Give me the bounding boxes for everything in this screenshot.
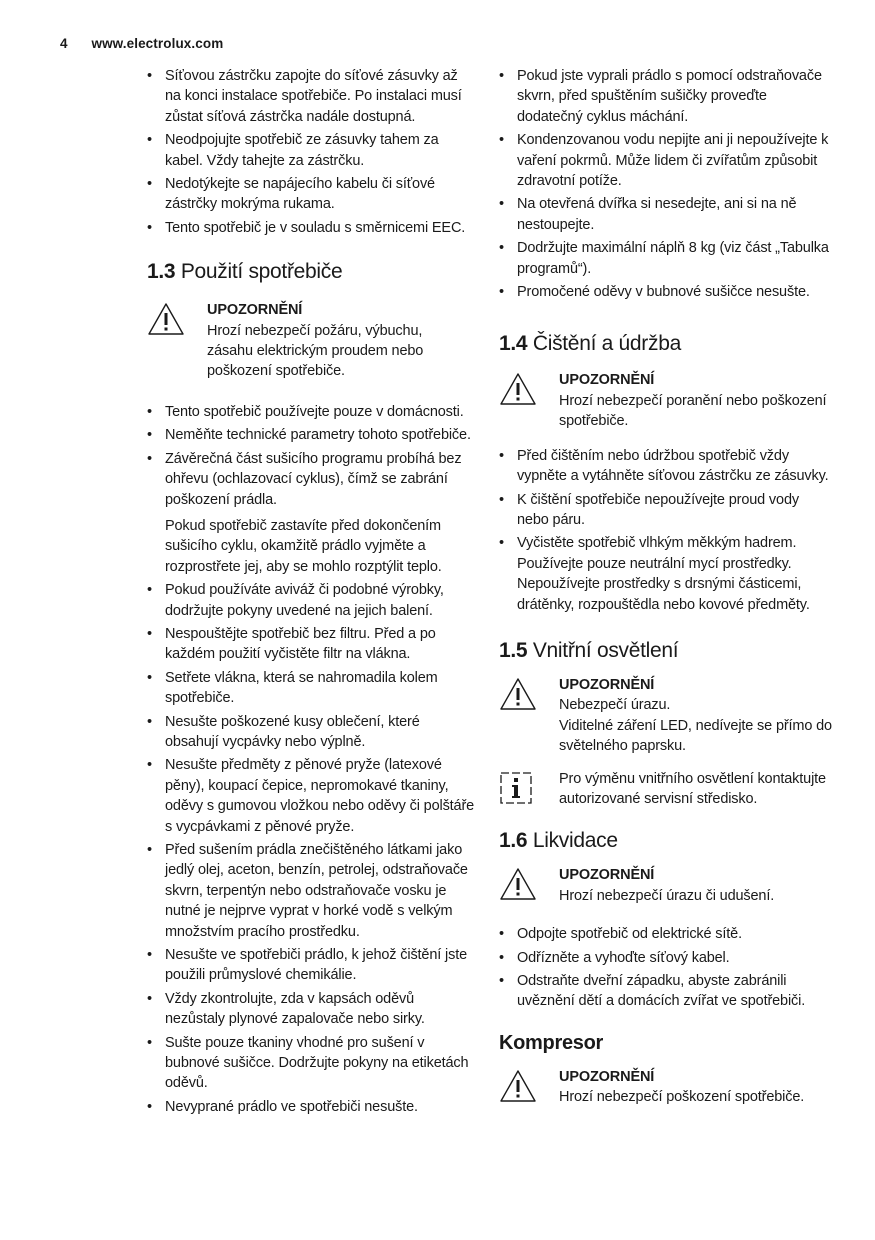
warning-label: UPOZORNĚNÍ	[207, 302, 303, 319]
list-item: • Sušte pouze tkaniny vhodné pro sušení v bubnové sušičce. Dodržujte pokyny na etiketách oděvů.	[147, 1033, 477, 1094]
section-number: 1.3	[147, 260, 176, 284]
section-title-1-6	[499, 829, 834, 853]
warning-text: Hrozí nebezpečí úrazu či udušení.	[559, 887, 775, 904]
list-item: • Neměňte technické parametry tohoto spotřebiče.	[147, 425, 477, 445]
list-item: • Vždy zkontrolujte, zda v kapsách oděvů nezůstaly plynové zapalovače nebo sirky.	[147, 989, 477, 1030]
warning-text: Hrozí nebezpečí poškození spotřebiče.	[559, 1089, 805, 1106]
list-item: • Nedotýkejte se napájecího kabelu či síťové zástrčky mokrýma rukama.	[147, 174, 477, 215]
warning-triangle-icon	[147, 302, 185, 336]
list-item: • Pokud jste vyprali prádlo s pomocí odstraňovače skvrn, před spuštěním sušičky proveďte dodatečný cyklus máchání.	[499, 66, 834, 127]
warning-box	[499, 370, 834, 431]
section-title-1-3	[147, 260, 477, 284]
left-column	[147, 66, 477, 1120]
section-number: 1.5	[499, 638, 528, 662]
warning-text: Hrozí nebezpečí požáru, výbuchu, zásahu elektrickým proudem nebo poškození spotřebiče.	[207, 322, 424, 380]
list-item: • Nesušte předměty z pěnové pryže (latexové pěny), koupací čepice, nepromokavé tkaniny, oděvy s gumovou vložkou nebo oděvy či polštáře s vycpávkami z pěnové pryže.	[147, 755, 477, 837]
list-item: • Nespouštějte spotřebič bez filtru. Před a po každém použití vyčistěte filtr na vlákna.	[147, 624, 477, 665]
list-item: • Závěrečná část sušicího programu probíhá bez ohřevu (ochlazovací cyklus), čímž se zabrání poškození prádla.	[147, 449, 477, 510]
section-title-kompresor: Kompresor	[499, 1031, 603, 1054]
warning-label: UPOZORNĚNÍ	[559, 1068, 655, 1085]
warning-label: UPOZORNĚNÍ	[559, 372, 655, 389]
warning-triangle-icon	[499, 1069, 537, 1103]
warning-box	[499, 865, 834, 906]
warning-triangle-icon	[499, 677, 537, 711]
info-box	[499, 769, 834, 810]
section-number: 1.6	[499, 829, 528, 853]
warning-text: Hrozí nebezpečí poranění nebo poškození spotřebiče.	[559, 392, 827, 430]
section-title-1-5	[499, 639, 834, 663]
warning-text: Viditelné záření LED, nedívejte se přímo do světelného paprsku.	[559, 717, 832, 755]
list-item: • Odstraňte dveřní západku, abyste zabránili uvěznění dětí a domácích zvířat ve spotřebiči.	[499, 971, 834, 1012]
section-number: 1.4	[499, 332, 528, 356]
list-item: • Vyčistěte spotřebič vlhkým měkkým hadrem. Používejte pouze neutrální mycí prostředky. Nepoužívejte prostředky s drsnými částicemi, drátěnky, rozpouštědla nebo kovové předměty.	[499, 533, 834, 615]
list-item: • Na otevřená dvířka si nesedejte, ani si na ně nestoupejte.	[499, 194, 834, 235]
list-item: • Síťovou zástrčku zapojte do síťové zásuvky až na konci instalace spotřebiče. Po instalaci musí zůstat síťová zástrčka nadále dostupná.	[147, 66, 477, 127]
warning-text: Nebezpečí úrazu.	[559, 697, 671, 714]
list-item: • Pokud používáte aviváž či podobné výrobky, dodržujte pokyny uvedené na jejich balení.	[147, 580, 477, 621]
list-item: • Setřete vlákna, která se nahromadila kolem spotřebiče.	[147, 668, 477, 709]
section-title-1-4	[499, 332, 834, 356]
warning-box	[499, 675, 834, 757]
section-title-text: Čištění a údržba	[532, 332, 681, 356]
section-title-text: Použití spotřebiče	[180, 260, 343, 284]
warning-triangle-icon	[499, 372, 537, 406]
section-title-text: Vnitřní osvětlení	[532, 638, 679, 662]
info-icon	[499, 771, 533, 805]
list-item: • Nevyprané prádlo ve spotřebiči nesušte.	[147, 1097, 477, 1117]
warning-label: UPOZORNĚNÍ	[559, 867, 655, 884]
list-item: • Kondenzovanou vodu nepijte ani ji nepoužívejte k vaření pokrmů. Může lidem či zvířatům způsobit zdravotní potíže.	[499, 130, 834, 191]
warning-triangle-icon	[499, 867, 537, 901]
list-item: • Před čištěním nebo údržbou spotřebič vždy vypněte a vytáhněte síťovou zástrčku ze zásuvky.	[499, 446, 834, 487]
list-item: • Před sušením prádla znečištěného látkami jako jedlý olej, aceton, benzín, petrolej, odstraňovače skvrn, terpentýn nebo odstraňovače vosku je nutné je nejprve vyprat v horké vodě s velkým množstvím pracího prostředku.	[147, 840, 477, 942]
list-item: • Nesušte ve spotřebiči prádlo, k jehož čištění jste použili průmyslové chemikálie.	[147, 945, 477, 986]
list-item: • Odřízněte a vyhoďte síťový kabel.	[499, 948, 834, 968]
info-text: Pro výměnu vnitřního osvětlení kontaktujte autorizované servisní středisko.	[559, 770, 826, 807]
page-number: 4	[60, 36, 68, 51]
indented-paragraph: Pokud spotřebič zastavíte před dokončením sušicího cyklu, okamžitě prádlo vyjměte a rozprostřete jej, aby se mohlo rozptýlit teplo.	[165, 517, 442, 575]
list-item: • Tento spotřebič je v souladu s směrnicemi EEC.	[147, 218, 477, 238]
list-item: • Promočené oděvy v bubnové sušičce nesušte.	[499, 282, 834, 302]
warning-label: UPOZORNĚNÍ	[559, 676, 655, 693]
warning-box	[499, 1067, 834, 1108]
warning-box	[147, 300, 467, 382]
list-item: • Tento spotřebič používejte pouze v domácnosti.	[147, 402, 477, 422]
list-item: • Nesušte poškozené kusy oblečení, které obsahují vycpávky nebo výplně.	[147, 712, 477, 753]
list-item: • Neodpojujte spotřebič ze zásuvky tahem za kabel. Vždy tahejte za zástrčku.	[147, 130, 477, 171]
list-item: • K čištění spotřebiče nepoužívejte proud vody nebo páru.	[499, 490, 834, 531]
section-title-text: Likvidace	[532, 829, 618, 853]
right-column	[499, 66, 834, 1108]
list-item: • Odpojte spotřebič od elektrické sítě.	[499, 924, 834, 944]
site-url[interactable]: www.electrolux.com	[91, 36, 224, 51]
page-header	[60, 36, 223, 51]
list-item: • Dodržujte maximální náplň 8 kg (viz část „Tabulka programů“).	[499, 238, 834, 279]
